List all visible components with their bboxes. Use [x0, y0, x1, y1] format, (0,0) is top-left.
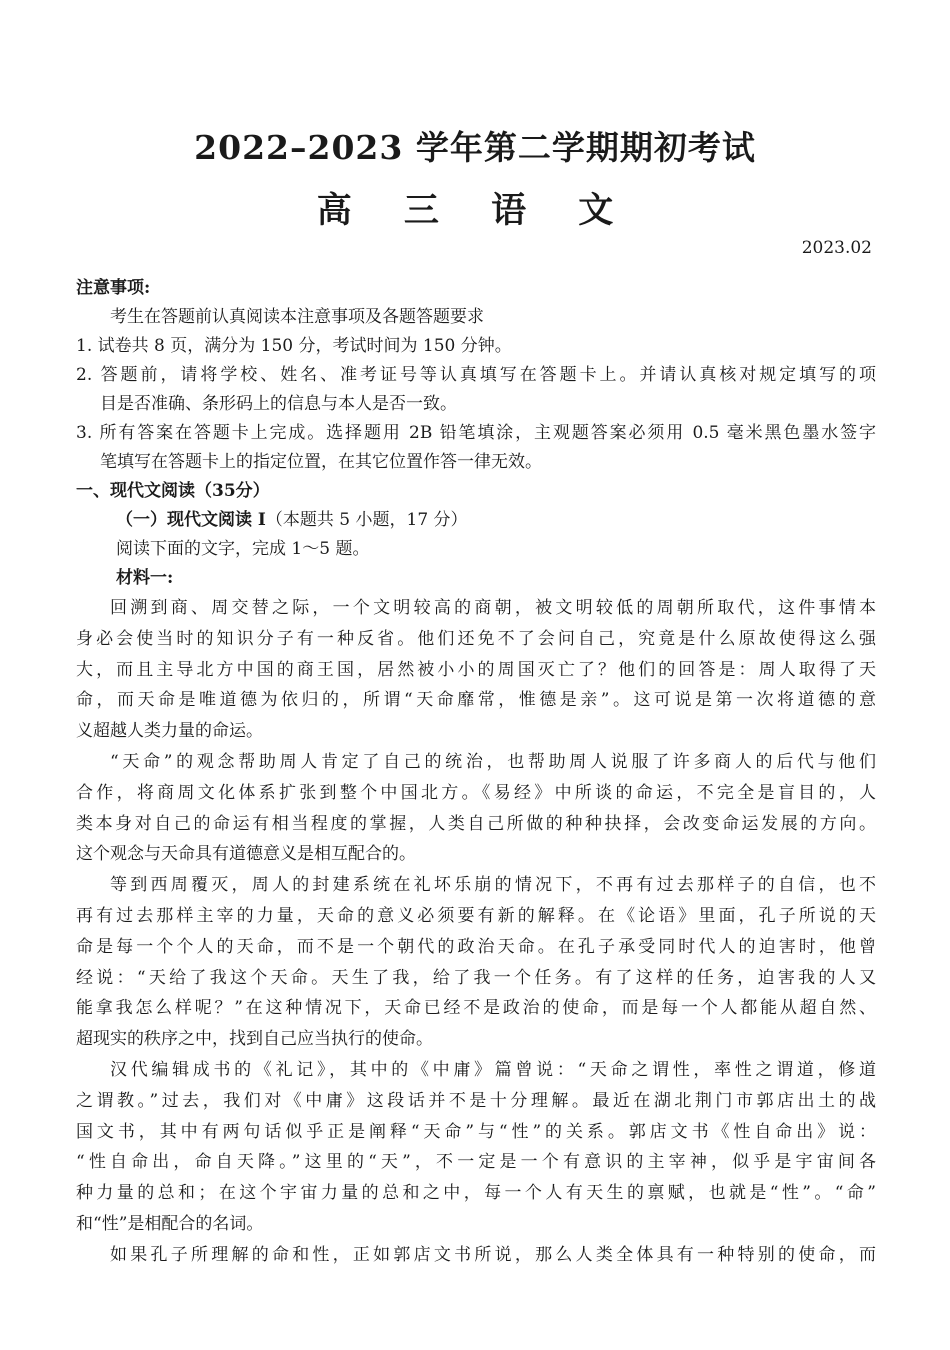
- reading-instruction: 阅读下面的文字，完成 1～5 题。: [116, 539, 370, 559]
- notice-item-3-line-2: 笔填写在答题卡上的指定位置，在其它位置作答一律无效。: [100, 452, 542, 472]
- passage-paragraph-5: [76, 1240, 876, 1271]
- exam-subject: 高 三 语 文: [316, 190, 634, 231]
- subsection-note: （本题共 5 小题，17 分）: [265, 510, 468, 530]
- passage-line: 等到西周覆灭，周人的封建系统在礼坏乐崩的情况下，不再有过去那样子的自信，也不: [110, 875, 876, 896]
- exam-date: 2023.02: [801, 238, 872, 258]
- notice-item-1: 1. 试卷共 8 页，满分为 150 分，考试时间为 150 分钟。: [76, 336, 512, 356]
- passage-line: 大，而且主导北方中国的商王国，居然被小小的周国灭亡了？他们的回答是：周人取得了天: [76, 659, 876, 680]
- passage-paragraph-2: [76, 747, 876, 870]
- passage-line: 回溯到商、周交替之际，一个文明较高的商朝，被文明较低的周朝所取代，这件事情本: [110, 598, 876, 618]
- notice-item-3-line-1: 3. 所有答案在答题卡上完成。选择题用 2B 铅笔填涂，主观题答案必须用 0.5 毫米黑色墨水签字: [76, 423, 876, 443]
- exam-body: [76, 274, 876, 1271]
- passage-line: 之谓教。”过去，我们对《中庸》这段话并不是十分理解。最近在湖北荆门市郭店出土的战: [76, 1090, 876, 1111]
- passage-line: 这个观念与天命具有道德意义是相互配合的。: [76, 844, 416, 865]
- passage-line: 类本身对自己的命运有相当程度的掌握，人类自己所做的种种抉择，会改变命运发展的方向。: [76, 813, 876, 834]
- section-heading: 一、现代文阅读（35分）: [76, 481, 270, 501]
- subsection-heading: [76, 506, 876, 535]
- passage-line: 和“性”是相配合的名词。: [76, 1213, 264, 1234]
- passage-line: 命，而天命是唯道德为依归的，所谓“天命靡常，惟德是亲”。这可说是第一次将道德的意: [76, 690, 876, 711]
- passage-paragraph-3: [76, 870, 876, 1055]
- notice-item-2-line-2: 目是否准确、条形码上的信息与本人是否一致。: [100, 394, 457, 414]
- notice-item-2-line-1: 2. 答题前，请将学校、姓名、准考证号等认真填写在答题卡上。并请认真核对规定填写的项: [76, 365, 876, 385]
- notice-intro: 考生在答题前认真阅读本注意事项及各题答题要求: [110, 307, 484, 327]
- passage-line: 国文书，其中有两句话似乎正是阐释“天命”与“性”的关系。郭店文书《性自命出》说：: [76, 1121, 876, 1142]
- passage-line: “天命”的观念帮助周人肯定了自己的统治，也帮助周人说服了许多商人的后代与他们: [110, 751, 876, 772]
- passage-line: 超现实的秩序之中，找到自己应当执行的使命。: [76, 1029, 433, 1050]
- passage-line: 再有过去那样主宰的力量，天命的意义必须要有新的解释。在《论语》里面，孔子所说的天: [76, 905, 876, 926]
- passage-line: 合作，将商周文化体系扩张到整个中国北方。《易经》中所谈的命运，不完全是盲目的，人: [76, 782, 876, 803]
- passage-line: 汉代编辑成书的《礼记》，其中的《中庸》篇曾说：“天命之谓性，率性之谓道，修道: [110, 1059, 876, 1080]
- passage-paragraph-1: [76, 593, 876, 747]
- passage-line: 命是每一个个人的天命，而不是一个朝代的政治天命。在孔子承受同时代人的迫害时，他曾: [76, 936, 876, 957]
- passage-line: “性自命出，命自天降。”这里的“天”，不一定是一个有意识的主宰神，似乎是宇宙间各: [76, 1152, 876, 1173]
- passage-line: 种力量的总和；在这个宇宙力量的总和之中，每一个人有天生的禀赋，也就是“性”。“命”: [76, 1183, 876, 1204]
- passage-line: 经说：“天给了我这个天命。天生了我，给了我一个任务。有了这样的任务，迫害我的人又: [76, 967, 876, 988]
- notice-heading: 注意事项:: [76, 278, 151, 298]
- passage-paragraph-4: [76, 1055, 876, 1240]
- subsection-title: （一）现代文阅读 I: [116, 510, 266, 530]
- passage-line: 如果孔子所理解的命和性，正如郭店文书所说，那么人类全体具有一种特别的使命，而: [110, 1244, 876, 1265]
- passage-line: 身必会使当时的知识分子有一种反省。他们还免不了会问自己，究竟是什么原故使得这么强: [76, 628, 876, 649]
- passage-line: 能拿我怎么样呢？”在这种情况下，天命已经不是政治的使命，而是每一个人都能从超自然、: [76, 998, 876, 1019]
- exam-title: 2022–2023 学年第二学期期初考试: [194, 128, 756, 167]
- material-label: 材料一:: [116, 568, 174, 588]
- passage-line: 义超越人类力量的命运。: [76, 721, 263, 742]
